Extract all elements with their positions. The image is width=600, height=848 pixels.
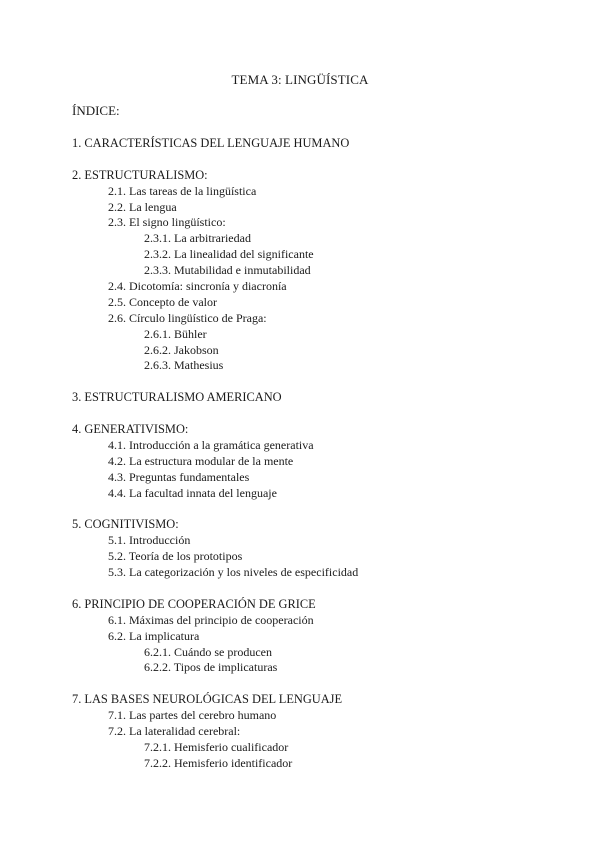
toc-subsection: 4.2. La estructura modular de la mente [108,453,294,468]
toc-sub-subsection: 2.6.3. Mathesius [144,358,224,373]
table-of-contents [0,136,600,772]
section-spacer [0,406,600,422]
toc-section [0,168,600,375]
section-spacer [0,501,600,517]
toc-section-heading: 2. ESTRUCTURALISMO: [72,167,208,182]
toc-section-heading: 3. ESTRUCTURALISMO AMERICANO [72,390,282,405]
toc-subsection: 5.3. La categorización y los niveles de especificidad [108,565,359,580]
toc-section-heading: 7. LAS BASES NEUROLÓGICAS DEL LENGUAJE [72,692,343,707]
section-spacer [0,581,600,597]
toc-sub-subsection: 6.2.1. Cuándo se producen [144,644,272,659]
toc-subsection: 7.1. Las partes del cerebro humano [108,708,277,723]
toc-section-heading: 1. CARACTERÍSTICAS DEL LENGUAJE HUMANO [72,136,350,150]
toc-subsection: 2.3. El signo lingüístico: [108,215,226,230]
toc-subsection: 2.6. Círculo lingüístico de Praga: [108,310,267,325]
toc-section [0,517,600,581]
toc-subsection: 6.2. La implicatura [108,628,200,643]
index-label: ÍNDICE: [72,103,120,118]
toc-section-heading: 5. COGNITIVISMO: [72,517,179,532]
toc-subsection: 4.3. Preguntas fundamentales [108,469,250,484]
toc-sub-subsection: 2.3.3. Mutabilidad e inmutabilidad [144,263,311,278]
toc-subsection: 6.1. Máximas del principio de cooperación [108,612,314,627]
toc-sub-subsection: 7.2.2. Hemisferio identificador [144,755,293,770]
section-spacer [0,374,600,390]
document-title: TEMA 3: LINGÜÍSTICA [231,72,369,87]
toc-subsection: 4.4. La facultad innata del lenguaje [108,485,277,500]
toc-subsection: 2.5. Concepto de valor [108,294,217,309]
section-spacer [0,152,600,168]
toc-sub-subsection: 2.3.2. La linealidad del significante [144,247,314,262]
toc-section [0,692,600,771]
toc-section [0,422,600,501]
toc-sub-subsection: 6.2.2. Tipos de implicaturas [144,660,278,675]
toc-section-heading: 6. PRINCIPIO DE COOPERACIÓN DE GRICE [72,596,316,611]
toc-section [0,390,600,406]
toc-subsection: 2.2. La lengua [108,199,177,214]
toc-sub-subsection: 2.3.1. La arbitrariedad [144,231,251,246]
toc-subsection: 5.1. Introducción [108,533,191,548]
toc-subsection: 4.1. Introducción a la gramática generativa [108,437,314,452]
toc-section [0,597,600,676]
toc-sub-subsection: 7.2.1. Hemisferio cualificador [144,739,289,754]
toc-section [0,136,600,152]
toc-subsection: 2.1. Las tareas de la lingüística [108,183,257,198]
section-spacer [0,676,600,692]
toc-subsection: 5.2. Teoría de los prototipos [108,549,243,564]
toc-section-heading: 4. GENERATIVISMO: [72,422,189,437]
toc-sub-subsection: 2.6.1. Bühler [144,326,207,341]
toc-subsection: 2.4. Dicotomía: sincronía y diacronía [108,279,287,294]
toc-sub-subsection: 2.6.2. Jakobson [144,342,219,357]
toc-subsection: 7.2. La lateralidad cerebral: [108,723,241,738]
